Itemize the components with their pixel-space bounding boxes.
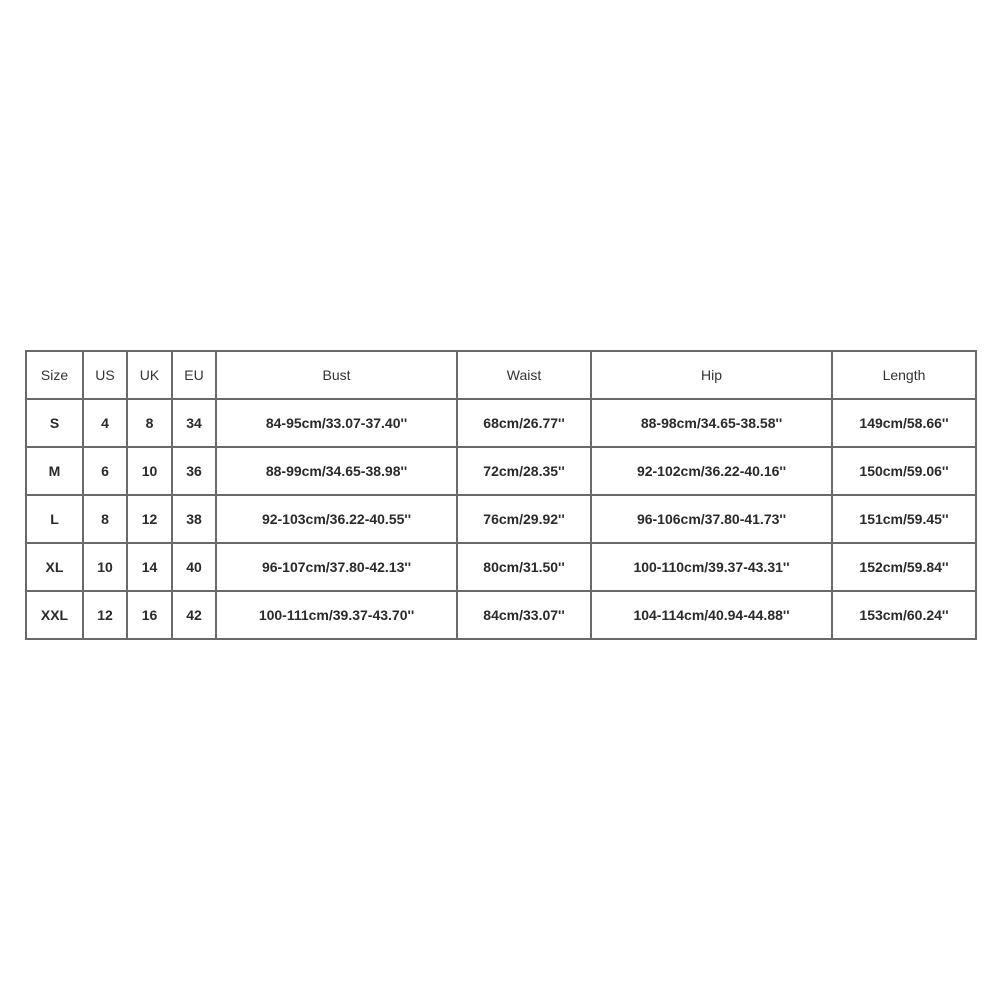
table-row	[26, 399, 976, 447]
table-row	[26, 543, 976, 591]
cell-eu: 36	[172, 447, 216, 495]
cell-length: 151cm/59.45''	[832, 495, 976, 543]
cell-uk: 12	[127, 495, 172, 543]
header-row	[26, 351, 976, 399]
table-row	[26, 495, 976, 543]
header-hip: Hip	[591, 351, 832, 399]
cell-us: 12	[83, 591, 127, 639]
header-size: Size	[26, 351, 83, 399]
cell-size: XXL	[26, 591, 83, 639]
header-uk: UK	[127, 351, 172, 399]
cell-eu: 38	[172, 495, 216, 543]
cell-hip: 100-110cm/39.37-43.31''	[591, 543, 832, 591]
cell-size: XL	[26, 543, 83, 591]
cell-us: 6	[83, 447, 127, 495]
cell-us: 10	[83, 543, 127, 591]
size-chart-table	[25, 350, 977, 640]
cell-waist: 68cm/26.77''	[457, 399, 591, 447]
cell-bust: 96-107cm/37.80-42.13''	[216, 543, 457, 591]
cell-eu: 42	[172, 591, 216, 639]
cell-size: S	[26, 399, 83, 447]
cell-hip: 92-102cm/36.22-40.16''	[591, 447, 832, 495]
table-row	[26, 591, 976, 639]
cell-uk: 16	[127, 591, 172, 639]
cell-waist: 80cm/31.50''	[457, 543, 591, 591]
cell-length: 149cm/58.66''	[832, 399, 976, 447]
header-eu: EU	[172, 351, 216, 399]
table-row	[26, 447, 976, 495]
cell-waist: 72cm/28.35''	[457, 447, 591, 495]
cell-length: 153cm/60.24''	[832, 591, 976, 639]
cell-eu: 34	[172, 399, 216, 447]
cell-length: 150cm/59.06''	[832, 447, 976, 495]
cell-hip: 88-98cm/34.65-38.58''	[591, 399, 832, 447]
cell-waist: 84cm/33.07''	[457, 591, 591, 639]
cell-bust: 100-111cm/39.37-43.70''	[216, 591, 457, 639]
cell-eu: 40	[172, 543, 216, 591]
cell-size: L	[26, 495, 83, 543]
header-waist: Waist	[457, 351, 591, 399]
cell-bust: 92-103cm/36.22-40.55''	[216, 495, 457, 543]
header-us: US	[83, 351, 127, 399]
cell-us: 8	[83, 495, 127, 543]
cell-waist: 76cm/29.92''	[457, 495, 591, 543]
cell-hip: 104-114cm/40.94-44.88''	[591, 591, 832, 639]
cell-hip: 96-106cm/37.80-41.73''	[591, 495, 832, 543]
cell-uk: 10	[127, 447, 172, 495]
cell-size: M	[26, 447, 83, 495]
cell-bust: 84-95cm/33.07-37.40''	[216, 399, 457, 447]
cell-uk: 14	[127, 543, 172, 591]
cell-uk: 8	[127, 399, 172, 447]
cell-bust: 88-99cm/34.65-38.98''	[216, 447, 457, 495]
cell-us: 4	[83, 399, 127, 447]
header-bust: Bust	[216, 351, 457, 399]
cell-length: 152cm/59.84''	[832, 543, 976, 591]
header-length: Length	[832, 351, 976, 399]
